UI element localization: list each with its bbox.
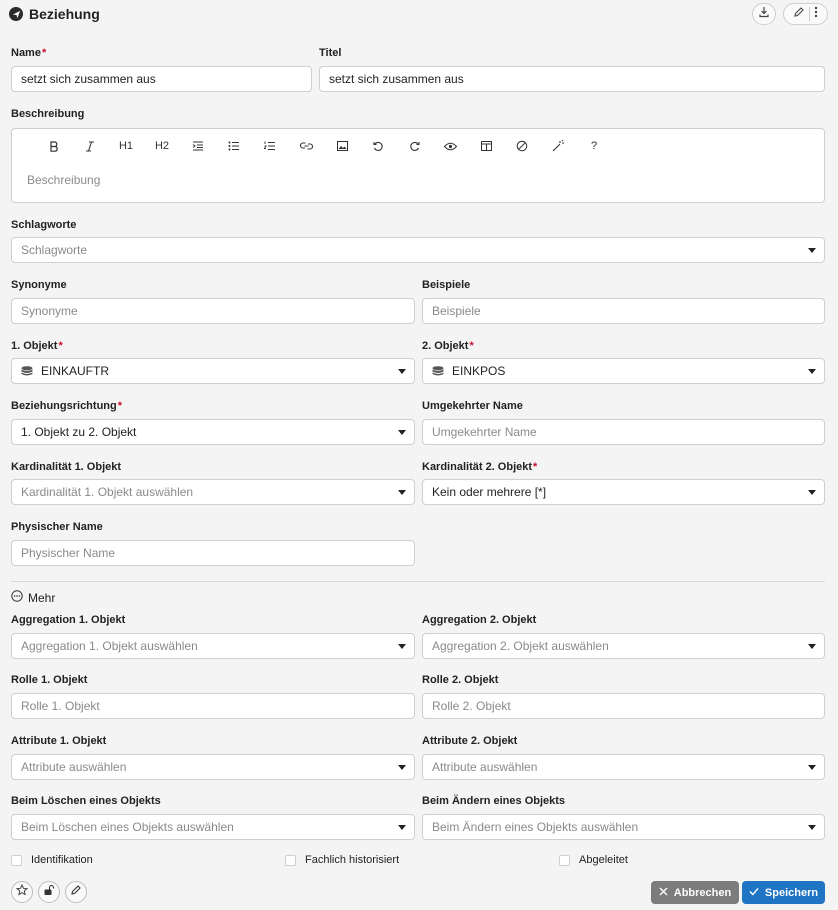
chevron-down-icon <box>808 369 816 374</box>
kardinalitaet2-select[interactable]: Kein oder mehrere [*] <box>422 479 825 505</box>
schlagworte-select[interactable]: Schlagworte <box>11 237 825 263</box>
abgeleitet-checkbox[interactable] <box>559 854 628 866</box>
unlock-button[interactable] <box>38 881 60 903</box>
beschreibung-label: Beschreibung <box>11 108 85 120</box>
check-icon <box>749 887 759 899</box>
save-label: Speichern <box>764 886 819 899</box>
more-horizontal-circle-icon <box>11 590 23 605</box>
aggregation1-label: Aggregation 1. Objekt <box>11 614 126 626</box>
titel-label: Titel <box>319 47 342 59</box>
checkbox-box[interactable] <box>285 855 296 866</box>
attribute1-select[interactable]: Attribute auswählen <box>11 754 415 780</box>
chevron-down-icon <box>398 490 406 495</box>
kardinalitaet2-label: Kardinalität 2. Objekt* <box>422 461 538 473</box>
cancel-label: Abbrechen <box>673 886 732 899</box>
chevron-down-icon <box>808 825 816 830</box>
mehr-toggle[interactable] <box>11 590 55 605</box>
attribute1-label: Attribute 1. Objekt <box>11 735 107 747</box>
chevron-down-icon <box>808 248 816 253</box>
markdown-icon[interactable] <box>504 137 540 155</box>
kardinalitaet1-select[interactable]: Kardinalität 1. Objekt auswählen <box>11 479 415 505</box>
synonyme-input[interactable]: Synonyme <box>11 298 415 324</box>
beschreibung-placeholder: Beschreibung <box>27 173 101 187</box>
chevron-down-icon <box>398 430 406 435</box>
beziehungsrichtung-label: Beziehungsrichtung* <box>11 400 123 412</box>
aggregation2-select[interactable]: Aggregation 2. Objekt auswählen <box>422 633 825 659</box>
database-icon <box>21 366 33 376</box>
physischer-name-label: Physischer Name <box>11 521 103 533</box>
historisiert-checkbox[interactable] <box>285 854 399 866</box>
chevron-down-icon <box>808 765 816 770</box>
redo-icon[interactable] <box>396 137 432 155</box>
header-separator <box>809 7 810 21</box>
preview-eye-icon[interactable] <box>432 137 468 155</box>
page-title: Beziehung <box>29 6 100 22</box>
italic-icon[interactable] <box>72 137 108 155</box>
chevron-down-icon <box>808 490 816 495</box>
chevron-down-icon <box>398 765 406 770</box>
name-label: Name* <box>11 47 47 59</box>
link-icon[interactable] <box>288 137 324 155</box>
umgekehrter-name-label: Umgekehrter Name <box>422 400 523 412</box>
mehr-label: Mehr <box>28 590 56 605</box>
chevron-down-icon <box>398 644 406 649</box>
objekt2-select[interactable]: EINKPOS <box>422 358 825 384</box>
schlagworte-label: Schlagworte <box>11 219 77 231</box>
aggregation2-label: Aggregation 2. Objekt <box>422 614 537 626</box>
aendern-select[interactable]: Beim Ändern eines Objekts auswählen <box>422 814 825 840</box>
bold-icon[interactable] <box>36 137 72 155</box>
more-vertical-icon[interactable] <box>814 5 818 23</box>
cancel-button[interactable] <box>651 881 739 904</box>
beispiele-input[interactable]: Beispiele <box>422 298 825 324</box>
rolle1-label: Rolle 1. Objekt <box>11 674 88 686</box>
header-title-wrap <box>9 6 100 22</box>
favorite-button[interactable] <box>11 881 33 903</box>
checkbox-box[interactable] <box>559 855 570 866</box>
beschreibung-editor[interactable] <box>11 128 825 203</box>
bullet-list-icon[interactable] <box>216 137 252 155</box>
section-divider <box>11 581 825 582</box>
abgeleitet-label: Abgeleitet <box>579 854 628 866</box>
magic-wand-icon[interactable] <box>540 137 576 155</box>
pencil-icon <box>70 883 82 901</box>
checkbox-box[interactable] <box>11 855 22 866</box>
database-icon <box>432 366 444 376</box>
undo-icon[interactable] <box>360 137 396 155</box>
name-input[interactable]: setzt sich zusammen aus <box>11 66 312 92</box>
loeschen-label: Beim Löschen eines Objekts <box>11 795 161 807</box>
download-button[interactable] <box>752 3 776 25</box>
chevron-down-icon <box>808 644 816 649</box>
chevron-down-icon <box>398 369 406 374</box>
star-icon <box>16 883 28 901</box>
save-button[interactable] <box>742 881 825 904</box>
heading2-icon[interactable]: H2 <box>154 140 170 152</box>
image-icon[interactable] <box>324 137 360 155</box>
attribute2-label: Attribute 2. Objekt <box>422 735 518 747</box>
beispiele-label: Beispiele <box>422 279 471 291</box>
editor-toolbar <box>36 137 612 155</box>
send-icon <box>9 7 23 21</box>
heading1-icon[interactable]: H1 <box>118 140 134 152</box>
download-icon <box>758 5 770 23</box>
objekt1-label: 1. Objekt* <box>11 340 63 352</box>
identifikation-checkbox[interactable] <box>11 854 93 866</box>
rolle2-label: Rolle 2. Objekt <box>422 674 499 686</box>
rolle2-input[interactable]: Rolle 2. Objekt <box>422 693 825 719</box>
help-icon[interactable]: ? <box>590 140 598 152</box>
indent-icon[interactable] <box>180 137 216 155</box>
aendern-label: Beim Ändern eines Objekts <box>422 795 566 807</box>
unlock-icon <box>43 883 55 901</box>
objekt2-label: 2. Objekt* <box>422 340 474 352</box>
side-by-side-icon[interactable] <box>468 137 504 155</box>
aggregation1-select[interactable]: Aggregation 1. Objekt auswählen <box>11 633 415 659</box>
loeschen-select[interactable]: Beim Löschen eines Objekts auswählen <box>11 814 415 840</box>
edit-icon[interactable] <box>793 5 805 23</box>
numbered-list-icon[interactable] <box>252 137 288 155</box>
synonyme-label: Synonyme <box>11 279 67 291</box>
umgekehrter-name-input[interactable]: Umgekehrter Name <box>422 419 825 445</box>
header-actions-group <box>783 3 828 25</box>
identifikation-label: Identifikation <box>31 854 93 866</box>
close-icon <box>659 887 668 899</box>
historisiert-label: Fachlich historisiert <box>305 854 400 866</box>
rolle1-input[interactable]: Rolle 1. Objekt <box>11 693 415 719</box>
titel-input[interactable]: setzt sich zusammen aus <box>319 66 825 92</box>
attribute2-select[interactable]: Attribute auswählen <box>422 754 825 780</box>
kardinalitaet1-label: Kardinalität 1. Objekt <box>11 461 122 473</box>
edit-button[interactable] <box>65 881 87 903</box>
beziehungsrichtung-select[interactable]: 1. Objekt zu 2. Objekt <box>11 419 415 445</box>
chevron-down-icon <box>398 825 406 830</box>
header-bar <box>0 0 838 28</box>
objekt1-select[interactable]: EINKAUFTR <box>11 358 415 384</box>
physischer-name-input[interactable]: Physischer Name <box>11 540 415 566</box>
